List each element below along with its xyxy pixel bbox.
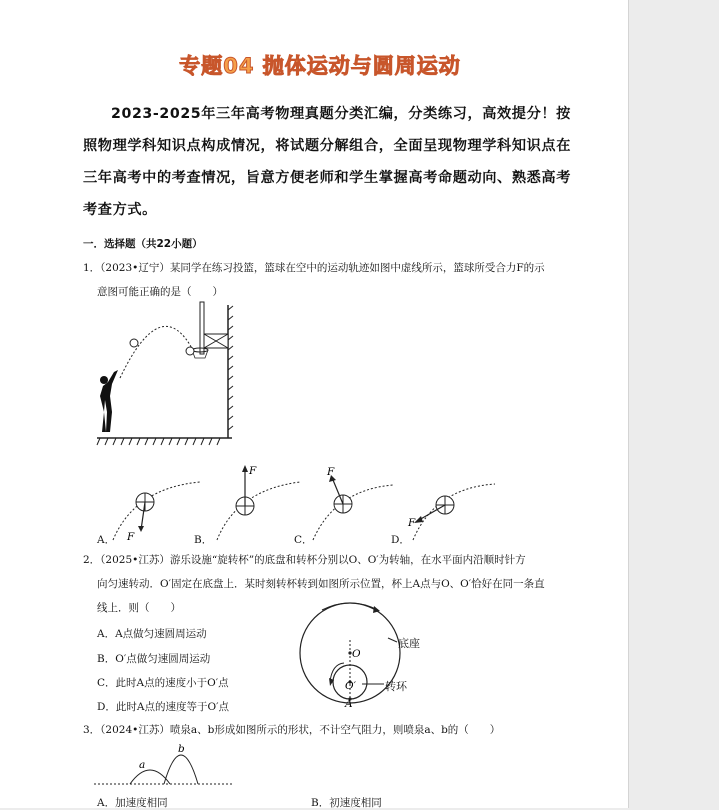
q1-option-b[interactable]: B． <box>194 534 213 546</box>
q2-fig-cup-label: 转环 <box>385 680 407 693</box>
q1-option-b-figure <box>205 460 300 545</box>
q1c-force-label: F <box>327 466 335 478</box>
intro-text: 2023-2025年三年高考物理真题分类汇编，分类练习，高效提分！按照物理学科知识点构成情况，将试题分解组合，全面呈现物理学科知识点在三年高考中的考查情况，旨意方便老师和学生掌握高考命题动向、熟悉高考考查方式。 <box>83 106 571 218</box>
q3-option-b[interactable]: B．初速度相同 <box>311 797 382 809</box>
q1-stem-line1: 1．（2023•辽宁）某同学在练习投篮，篮球在空中的运动轨迹如图中虚线所示，篮球所受合力F的示 <box>83 262 545 274</box>
q1a-force-label: F <box>127 531 135 543</box>
q1b-force-label: F <box>249 465 257 477</box>
q2-stem-line3: 线上．则（ ） <box>97 602 181 614</box>
q2-option-c[interactable]: C．此时A点的速度小于O′点 <box>97 677 229 689</box>
q2-option-b[interactable]: B．O′点做匀速圆周运动 <box>97 653 211 665</box>
q2-option-a[interactable]: A．A点做匀速圆周运动 <box>97 628 207 640</box>
q1-basketball-figure <box>92 300 242 450</box>
page-title: 专题04 抛体运动与圆周运动 <box>179 54 461 78</box>
q1-option-d[interactable]: D． <box>391 534 410 546</box>
q2-stem-line1: 2．（2025•江苏）游乐设施“旋转杯”的底盘和转杯分别以O、O′为转轴，在水平面内沿顺时针方 <box>83 554 526 566</box>
q1-stem-line2: 意图可能正确的是（ ） <box>97 286 223 298</box>
q2-fig-o2-label: O′ <box>345 680 356 692</box>
q1-option-a-figure <box>105 460 200 545</box>
q1d-force-label: F <box>408 517 416 529</box>
q3-stem-line1: 3．（2024•江苏）喷泉a、b形成如图所示的形状，不计空气阻力，则喷泉a、b的（ ） <box>83 724 501 736</box>
q1-option-c[interactable]: C． <box>294 534 313 546</box>
page-edge <box>628 0 629 808</box>
q3-fountain-figure <box>92 740 242 790</box>
q2-fig-base-label: 底座 <box>398 637 420 650</box>
intro-paragraph <box>83 98 573 226</box>
q2-fig-a-label: A <box>345 698 353 708</box>
q3-option-a[interactable]: A．加速度相同 <box>97 797 168 809</box>
q1-option-d-figure <box>405 460 500 545</box>
q2-option-d[interactable]: D．此时A点的速度等于O′点 <box>97 701 229 713</box>
q2-rotating-cup-figure <box>292 598 442 708</box>
q2-stem-line2: 向匀速转动．O′固定在底盘上．某时刻转杯转到如图所示位置，杯上A点与O、O′恰好在同一条直 <box>97 578 545 590</box>
q1-option-c-figure <box>305 460 400 545</box>
q3-fig-b-label: b <box>178 743 185 755</box>
q2-fig-o-label: O <box>352 648 361 660</box>
section-heading: 一．选择题（共22小题） <box>83 238 203 250</box>
q3-fig-a-label: a <box>139 759 146 771</box>
q1-option-a[interactable]: A． <box>97 534 116 546</box>
